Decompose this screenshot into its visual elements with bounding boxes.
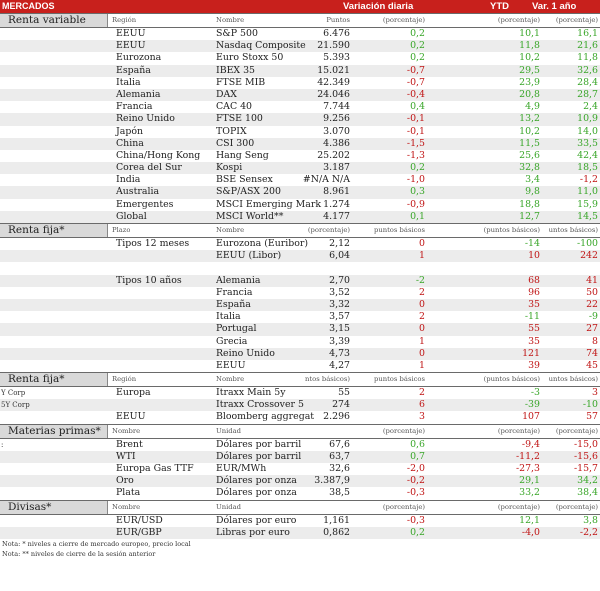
table-cell: 32,8 bbox=[519, 162, 540, 174]
table-cell: 50 bbox=[586, 286, 598, 298]
table-cell: 33,5 bbox=[577, 137, 598, 149]
table-cell: Bloomberg aggregat bbox=[216, 411, 315, 423]
table-cell: 39 bbox=[528, 359, 540, 371]
table-cell: S&P 500 bbox=[216, 28, 258, 39]
table-row bbox=[0, 199, 600, 211]
table-row bbox=[0, 475, 600, 487]
table-row bbox=[0, 28, 600, 40]
table-cell: 18,8 bbox=[519, 198, 540, 210]
table-cell: Europa bbox=[116, 387, 151, 399]
table-cell: 2 bbox=[419, 387, 425, 399]
table-cell: -1,2 bbox=[579, 174, 598, 186]
table-cell: España bbox=[116, 64, 151, 76]
table-cell: -2,0 bbox=[406, 463, 425, 474]
table-cell: 2 bbox=[419, 311, 425, 323]
table-cell: TOPIX bbox=[216, 125, 247, 137]
table-cell: 15.021 bbox=[317, 64, 350, 76]
table-cell: 10,2 bbox=[519, 52, 540, 64]
table-cell: Australia bbox=[116, 186, 160, 198]
table-cell: 63,7 bbox=[329, 450, 350, 462]
table-cell: Itraxx Main 5y bbox=[216, 387, 286, 399]
column-header: untos básicos) bbox=[548, 375, 598, 384]
column-header: (puntos básicos) bbox=[483, 375, 540, 384]
table-cell: 3,52 bbox=[329, 286, 350, 298]
table-row bbox=[0, 348, 600, 360]
table-cell: 32,6 bbox=[329, 463, 350, 474]
table-cell: 15,9 bbox=[577, 198, 598, 210]
table-cell: Francia bbox=[116, 101, 153, 113]
table-cell: S&P/ASX 200 bbox=[216, 186, 281, 198]
table-cell: -0,1 bbox=[406, 113, 425, 125]
table-cell: 13,2 bbox=[519, 113, 540, 125]
table-cell: -9 bbox=[588, 311, 598, 323]
table-cell: Italia bbox=[116, 76, 141, 88]
table-cell: 35 bbox=[528, 298, 540, 310]
table-cell: 14,5 bbox=[577, 210, 598, 222]
table-cell: 2 bbox=[419, 286, 425, 298]
table-cell: Nasdaq Composite bbox=[216, 40, 306, 52]
column-header: (porcentaje) bbox=[497, 426, 540, 435]
table-cell: China/Hong Kong bbox=[116, 149, 201, 161]
table-cell: 1.274 bbox=[323, 198, 350, 210]
table-row bbox=[0, 150, 600, 162]
table-row bbox=[0, 360, 600, 372]
table-cell: 96 bbox=[528, 286, 540, 298]
table-cell: Reino Unido bbox=[216, 347, 275, 359]
table-cell: Europa Gas TTF bbox=[116, 463, 194, 474]
table-cell: Grecia bbox=[216, 335, 248, 347]
table-cell: -14 bbox=[524, 238, 540, 249]
table-cell: -0,3 bbox=[406, 487, 425, 499]
table-cell: Brent bbox=[116, 438, 143, 450]
table-cell: 0,2 bbox=[410, 28, 425, 39]
table-row bbox=[0, 211, 600, 223]
section-title: Renta fija* bbox=[0, 373, 108, 386]
table-row bbox=[0, 126, 600, 138]
column-header: Nombre bbox=[216, 16, 245, 24]
table-cell: Portugal bbox=[216, 323, 257, 335]
table-cell: CAC 40 bbox=[216, 101, 253, 113]
table-cell: 0,4 bbox=[410, 101, 425, 113]
table-cell: Eurozona (Euribor) bbox=[216, 238, 309, 249]
table-cell: 11,8 bbox=[519, 40, 540, 52]
daily-change-header: Variación diaria bbox=[343, 1, 414, 12]
table-cell: EUR/USD bbox=[116, 514, 163, 526]
table-cell: 8 bbox=[592, 335, 598, 347]
table-cell: 2,70 bbox=[329, 274, 350, 286]
column-header: Región bbox=[112, 375, 137, 384]
table-cell: Dólares por euro bbox=[216, 514, 297, 526]
table-cell: 23,9 bbox=[519, 76, 540, 88]
table-cell: 3,32 bbox=[329, 298, 350, 310]
table-cell: 3,4 bbox=[525, 174, 540, 186]
table-cell: 21.590 bbox=[317, 40, 350, 52]
table-cell: Tipos 12 meses bbox=[116, 238, 190, 249]
table-cell: EUR/MWh bbox=[216, 463, 267, 474]
table-cell: -0,9 bbox=[406, 198, 425, 210]
table-cell: Reino Unido bbox=[116, 113, 175, 125]
column-header: Unidad bbox=[216, 426, 242, 435]
table-cell: -0,2 bbox=[406, 475, 425, 487]
table-cell: 0 bbox=[419, 323, 425, 335]
table-cell: -15,0 bbox=[573, 438, 598, 450]
table-cell: España bbox=[216, 298, 251, 310]
table-cell: 1 bbox=[419, 250, 425, 262]
table-cell: 10,9 bbox=[577, 113, 598, 125]
table-row bbox=[0, 174, 600, 186]
table-cell: 42.349 bbox=[317, 76, 350, 88]
table-row bbox=[0, 311, 600, 323]
column-header: puntos básicos bbox=[373, 375, 425, 384]
table-cell: Kospi bbox=[216, 162, 243, 174]
table-cell: 9,8 bbox=[525, 186, 540, 198]
column-header: Nombre bbox=[216, 226, 245, 234]
column-header: (porcentaje) bbox=[497, 16, 540, 24]
table-cell: -2,2 bbox=[579, 526, 598, 538]
table-cell: #N/A N/A bbox=[302, 174, 350, 186]
markets-title: MERCADOS bbox=[2, 1, 55, 11]
column-header: (porcentaje) bbox=[555, 502, 598, 511]
table-cell: 0,7 bbox=[410, 450, 425, 462]
table-cell: 0,862 bbox=[323, 526, 350, 538]
table-cell: 3,39 bbox=[329, 335, 350, 347]
table-cell: 11,8 bbox=[577, 52, 598, 64]
table-cell: 68 bbox=[528, 274, 540, 286]
table-cell: 35 bbox=[528, 335, 540, 347]
table-cell: EEUU bbox=[116, 40, 146, 52]
table-row bbox=[0, 186, 600, 198]
column-header: Nombre bbox=[112, 426, 141, 435]
table-cell: 3 bbox=[592, 387, 598, 399]
table-row bbox=[0, 487, 600, 499]
side-label: Y Corp bbox=[1, 389, 26, 398]
table-cell: 67,6 bbox=[329, 438, 350, 450]
table-cell: 10,2 bbox=[519, 125, 540, 137]
table-cell: 6.476 bbox=[323, 28, 350, 39]
table-cell: IBEX 35 bbox=[216, 64, 256, 76]
table-cell: EEUU (Libor) bbox=[216, 250, 282, 262]
table-cell: -11 bbox=[524, 311, 540, 323]
column-header: Plazo bbox=[112, 226, 131, 234]
table-cell: 57 bbox=[586, 411, 598, 423]
table-cell: 34,2 bbox=[577, 475, 598, 487]
table-cell: 12,1 bbox=[519, 514, 540, 526]
section-title: Divisas* bbox=[0, 501, 108, 514]
table-cell: 11,0 bbox=[577, 186, 598, 198]
ytd-header: YTD bbox=[490, 1, 509, 12]
table-cell: Tipos 10 años bbox=[116, 274, 182, 286]
column-header: Unidad bbox=[216, 502, 242, 511]
table-cell: -10 bbox=[582, 399, 598, 411]
table-cell: -15,7 bbox=[573, 463, 598, 474]
table-cell: Alemania bbox=[216, 274, 261, 286]
column-header: (porcentaje) bbox=[497, 502, 540, 511]
table-row bbox=[0, 89, 600, 101]
table-cell: 32,6 bbox=[577, 64, 598, 76]
table-cell: Dólares por onza bbox=[216, 487, 297, 499]
table-cell: 12,7 bbox=[519, 210, 540, 222]
table-cell: 38,5 bbox=[329, 487, 350, 499]
table-cell: -0,7 bbox=[406, 64, 425, 76]
column-header: (porcentaje) bbox=[307, 226, 350, 234]
table-row bbox=[0, 113, 600, 125]
table-row bbox=[0, 399, 600, 411]
table-cell: CSI 300 bbox=[216, 137, 255, 149]
table-cell: 27 bbox=[586, 323, 598, 335]
table-cell: -27,3 bbox=[515, 463, 540, 474]
table-cell: 29,1 bbox=[519, 475, 540, 487]
table-cell: 28,7 bbox=[577, 88, 598, 100]
table-cell: Hang Seng bbox=[216, 149, 269, 161]
table-cell: -1,3 bbox=[406, 149, 425, 161]
table-cell: -100 bbox=[576, 238, 598, 249]
table-cell: 6,04 bbox=[329, 250, 350, 262]
table-cell: Francia bbox=[216, 286, 253, 298]
table-cell: 0,6 bbox=[410, 438, 425, 450]
table-cell: BSE Sensex bbox=[216, 174, 273, 186]
table-cell: 11,5 bbox=[519, 137, 540, 149]
side-label: : bbox=[1, 440, 4, 449]
table-row bbox=[0, 387, 600, 399]
column-header: (porcentaje) bbox=[382, 426, 425, 435]
table-row bbox=[0, 411, 600, 423]
table-row bbox=[0, 515, 600, 527]
table-row bbox=[0, 52, 600, 64]
table-row bbox=[0, 323, 600, 335]
table-cell: Itraxx Crossover 5 bbox=[216, 399, 304, 411]
table-cell: WTI bbox=[116, 450, 136, 462]
table-cell: 0,2 bbox=[410, 40, 425, 52]
table-cell: 3.187 bbox=[323, 162, 350, 174]
column-header: Nombre bbox=[112, 502, 141, 511]
column-header: (porcentaje) bbox=[555, 426, 598, 435]
table-row bbox=[0, 250, 600, 262]
table-row bbox=[0, 262, 600, 274]
table-row bbox=[0, 463, 600, 475]
column-header: (porcentaje) bbox=[382, 502, 425, 511]
table-cell: DAX bbox=[216, 88, 237, 100]
table-cell: Euro Stoxx 50 bbox=[216, 52, 284, 64]
table-cell: 4.386 bbox=[323, 137, 350, 149]
footnote: Nota: ** niveles de cierre de la sesión anterior bbox=[2, 549, 156, 558]
table-cell: 0 bbox=[419, 347, 425, 359]
table-cell: -15,6 bbox=[573, 450, 598, 462]
table-cell: 6 bbox=[419, 399, 425, 411]
table-cell: 10,1 bbox=[519, 28, 540, 39]
table-cell: MSCI World** bbox=[216, 210, 284, 222]
table-row bbox=[0, 101, 600, 113]
table-cell: EEUU bbox=[216, 359, 246, 371]
table-cell: 21,6 bbox=[577, 40, 598, 52]
table-cell: Plata bbox=[116, 487, 141, 499]
section-commodities bbox=[0, 424, 600, 439]
table-cell: -1,5 bbox=[406, 137, 425, 149]
table-row bbox=[0, 527, 600, 539]
table-cell: China bbox=[116, 137, 144, 149]
table-cell: 3,57 bbox=[329, 311, 350, 323]
table-cell: Italia bbox=[216, 311, 241, 323]
table-cell: -39 bbox=[524, 399, 540, 411]
section-fixed-income bbox=[0, 223, 600, 238]
side-label: 5Y Corp bbox=[1, 401, 30, 410]
column-header: (porcentaje) bbox=[555, 16, 598, 24]
table-cell: 33,2 bbox=[519, 487, 540, 499]
table-cell: 107 bbox=[522, 411, 540, 423]
table-cell: 3.387,9 bbox=[314, 475, 350, 487]
table-cell: Emergentes bbox=[116, 198, 174, 210]
table-cell: -0,1 bbox=[406, 125, 425, 137]
section-equity bbox=[0, 13, 600, 28]
table-row bbox=[0, 40, 600, 52]
table-row bbox=[0, 287, 600, 299]
table-cell: 25.202 bbox=[317, 149, 350, 161]
table-cell: 20,8 bbox=[519, 88, 540, 100]
column-header: ntos básicos) bbox=[305, 375, 350, 384]
table-cell: 45 bbox=[586, 359, 598, 371]
table-cell: 3.070 bbox=[323, 125, 350, 137]
table-cell: 3 bbox=[419, 411, 425, 423]
table-cell: Dólares por barril bbox=[216, 438, 302, 450]
table-cell: Alemania bbox=[116, 88, 161, 100]
table-row bbox=[0, 439, 600, 451]
table-cell: 22 bbox=[586, 298, 598, 310]
table-cell: FTSE 100 bbox=[216, 113, 263, 125]
column-header: Puntos bbox=[326, 16, 350, 24]
table-cell: -4,0 bbox=[521, 526, 540, 538]
column-header: puntos básicos bbox=[373, 226, 425, 234]
table-cell: 55 bbox=[528, 323, 540, 335]
table-cell: 14,0 bbox=[577, 125, 598, 137]
table-cell: 274 bbox=[332, 399, 350, 411]
table-cell: 18,5 bbox=[577, 162, 598, 174]
table-cell: 28,4 bbox=[577, 76, 598, 88]
table-cell: 1 bbox=[419, 359, 425, 371]
table-cell: Global bbox=[116, 210, 147, 222]
table-cell: 38,4 bbox=[577, 487, 598, 499]
table-cell: 7.744 bbox=[323, 101, 350, 113]
table-cell: 3,15 bbox=[329, 323, 350, 335]
table-cell: -2 bbox=[415, 274, 425, 286]
table-cell: India bbox=[116, 174, 141, 186]
table-cell: 2,12 bbox=[329, 238, 350, 249]
year-change-header: Var. 1 año bbox=[532, 1, 577, 12]
table-row bbox=[0, 77, 600, 89]
table-cell: 242 bbox=[580, 250, 598, 262]
table-cell: -9,4 bbox=[521, 438, 540, 450]
column-header: untos básicos) bbox=[548, 226, 598, 234]
table-cell: 0 bbox=[419, 298, 425, 310]
table-cell: Eurozona bbox=[116, 52, 162, 64]
table-cell: 25,6 bbox=[519, 149, 540, 161]
column-header: Región bbox=[112, 16, 137, 24]
column-header: Nombre bbox=[216, 375, 245, 384]
column-header: (porcentaje) bbox=[382, 16, 425, 24]
section-credit bbox=[0, 372, 600, 387]
table-cell: -0,3 bbox=[406, 514, 425, 526]
table-cell: 0,1 bbox=[410, 210, 425, 222]
table-cell: 24.046 bbox=[317, 88, 350, 100]
table-cell: 0,2 bbox=[410, 162, 425, 174]
table-cell: Corea del Sur bbox=[116, 162, 182, 174]
table-cell: 1 bbox=[419, 335, 425, 347]
table-row bbox=[0, 336, 600, 348]
table-cell: 0,3 bbox=[410, 186, 425, 198]
table-cell: 0,2 bbox=[410, 52, 425, 64]
table-cell: 2.296 bbox=[323, 411, 350, 423]
table-row bbox=[0, 138, 600, 150]
table-cell: EEUU bbox=[116, 28, 146, 39]
table-cell: -1,0 bbox=[406, 174, 425, 186]
table-cell: 10 bbox=[528, 250, 540, 262]
table-cell: 4,27 bbox=[329, 359, 350, 371]
table-cell: 74 bbox=[586, 347, 598, 359]
table-cell: -3 bbox=[530, 387, 540, 399]
table-cell: MSCI Emerging Mark bbox=[216, 198, 322, 210]
table-cell: -11,2 bbox=[515, 450, 540, 462]
table-cell: -0,4 bbox=[406, 88, 425, 100]
section-title: Renta variable bbox=[0, 14, 108, 27]
table-cell: 4.177 bbox=[323, 210, 350, 222]
table-cell: 4,73 bbox=[329, 347, 350, 359]
section-title: Materias primas* bbox=[0, 425, 108, 438]
footnote: Nota: * niveles a cierre de mercado europeo, precio local bbox=[2, 539, 191, 548]
table-cell: FTSE MIB bbox=[216, 76, 266, 88]
table-cell: 1,161 bbox=[323, 514, 350, 526]
table-cell: Dólares por barril bbox=[216, 450, 302, 462]
table-row bbox=[0, 162, 600, 174]
section-title: Renta fija* bbox=[0, 224, 108, 237]
table-cell: 4,9 bbox=[525, 101, 540, 113]
table-cell: -0,7 bbox=[406, 76, 425, 88]
table-cell: 3,8 bbox=[583, 514, 598, 526]
table-cell: 2,4 bbox=[583, 101, 598, 113]
section-currencies bbox=[0, 500, 600, 515]
table-cell: 16,1 bbox=[577, 28, 598, 39]
table-row bbox=[0, 238, 600, 250]
table-cell: 121 bbox=[522, 347, 540, 359]
table-cell: 41 bbox=[586, 274, 598, 286]
table-cell: Dólares por onza bbox=[216, 475, 297, 487]
table-cell: 55 bbox=[338, 387, 350, 399]
table-cell: 9.256 bbox=[323, 113, 350, 125]
table-row bbox=[0, 275, 600, 287]
table-cell: 29,5 bbox=[519, 64, 540, 76]
table-cell: Japón bbox=[116, 125, 144, 137]
column-header: (puntos básicos) bbox=[483, 226, 540, 234]
table-row bbox=[0, 451, 600, 463]
table-cell: 5.393 bbox=[323, 52, 350, 64]
table-cell: Libras por euro bbox=[216, 526, 290, 538]
table-row bbox=[0, 65, 600, 77]
table-cell: 8.961 bbox=[323, 186, 350, 198]
table-cell: EEUU bbox=[116, 411, 146, 423]
table-cell: 0,2 bbox=[410, 526, 425, 538]
table-cell: 0 bbox=[419, 238, 425, 249]
table-row bbox=[0, 299, 600, 311]
table-cell: 42,4 bbox=[577, 149, 598, 161]
table-cell: Oro bbox=[116, 475, 134, 487]
table-cell: EUR/GBP bbox=[116, 526, 162, 538]
markets-header bbox=[0, 0, 600, 13]
